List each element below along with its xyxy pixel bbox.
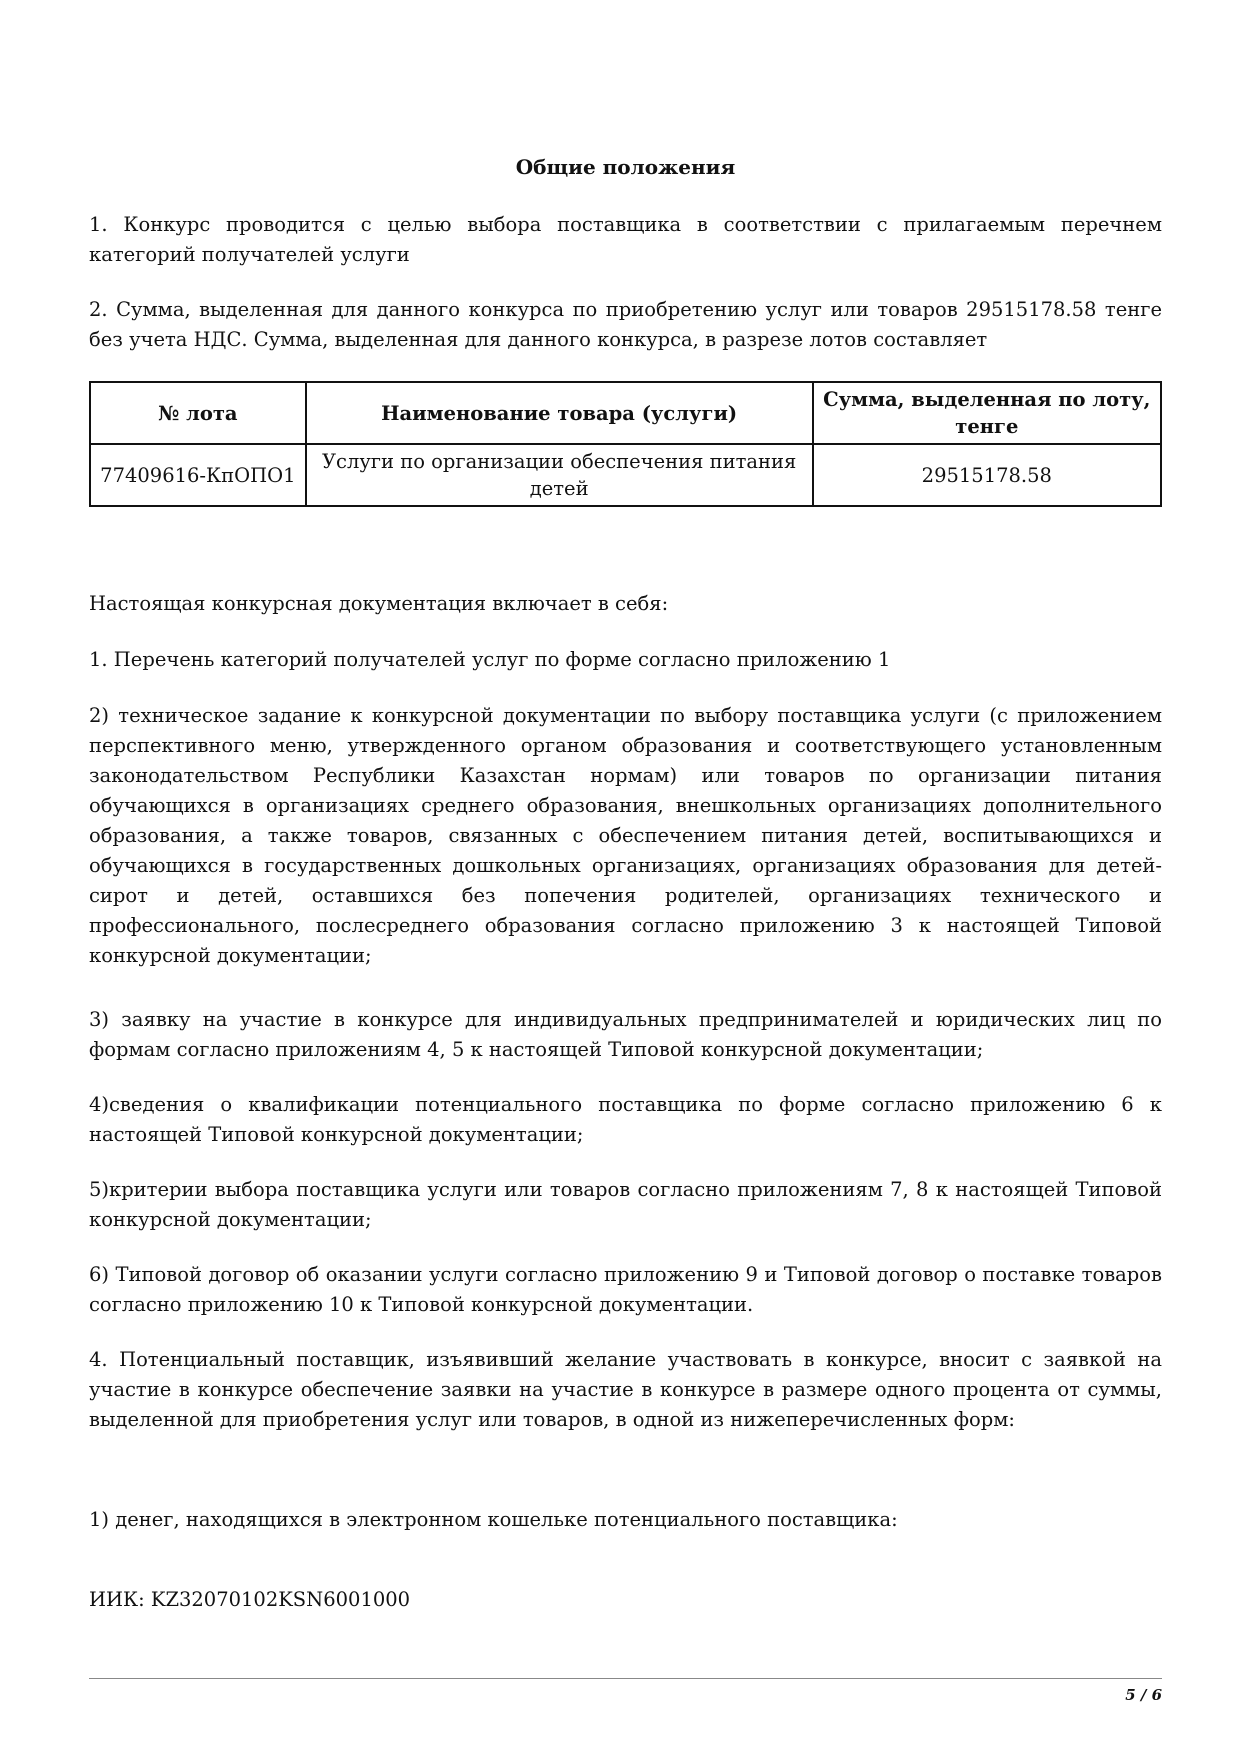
footer-divider <box>89 1678 1162 1679</box>
cell-amount: 29515178.58 <box>813 444 1161 506</box>
header-item-name: Наименование товара (услуги) <box>306 382 813 444</box>
paragraph-1: 1. Конкурс проводится с целью выбора поставщика в соответствии с прилагаемым перечнем категорий получателей услуги <box>89 213 1162 266</box>
documentation-intro: Настоящая конкурсная документация включает в себя: <box>89 592 669 615</box>
cell-lot-number: 77409616-КпОПО1 <box>90 444 306 506</box>
cell-item-name: Услуги по организации обеспечения питания детей <box>306 444 813 506</box>
lots-table <box>89 381 1162 507</box>
header-lot-number: № лота <box>90 382 306 444</box>
iik-account: ИИК: KZ32070102KSN6001000 <box>89 1588 411 1611</box>
list-item-6: 6) Типовой договор об оказании услуги согласно приложению 9 и Типовой договор о поставке товаров согласно приложению 10 к Типовой конкурсной документации. <box>89 1263 1162 1316</box>
table-row <box>90 444 1161 506</box>
paragraph-2: 2. Сумма, выделенная для данного конкурса по приобретению услуг или товаров 29515178.58 тенге без учета НДС. Сумма, выделенная для данного конкурса, в разрезе лотов составляет <box>89 298 1162 351</box>
section-title: Общие положения <box>515 155 736 179</box>
table-header-row <box>90 382 1161 444</box>
header-amount: Сумма, выделенная по лоту, тенге <box>813 382 1161 444</box>
list-item-5: 5)критерии выбора поставщика услуги или товаров согласно приложениям 7, 8 к настоящей Типовой конкурсной документации; <box>89 1178 1162 1231</box>
list-item-4: 4)сведения о квалификации потенциального поставщика по форме согласно приложению 6 к настоящей Типовой конкурсной документации; <box>89 1093 1162 1146</box>
list-item-3: 3) заявку на участие в конкурсе для индивидуальных предпринимателей и юридических лиц по формам согласно приложениям 4, 5 к настоящей Типовой конкурсной документации; <box>89 1008 1162 1061</box>
page-number: 5 / 6 <box>1125 1686 1162 1704</box>
paragraph-4: 4. Потенциальный поставщик, изъявивший желание участвовать в конкурсе, вносит с заявкой на участие в конкурсе обеспечение заявки на участие в конкурсе в размере одного процента от суммы, выделенной для приобретения услуг или товаров, в одной из нижеперечисленных форм: <box>89 1348 1162 1431</box>
list-item-2: 2) техническое задание к конкурсной документации по выбору поставщика услуги (с приложением перспективного меню, утвержденного органом образования и соответствующего установленным законодательством Республики Казахстан нормам) или товаров по организации питания обучающихся в организациях среднего образования, внешкольных организациях дополнительного образования, а также товаров, связанных с обеспечением питания детей, воспитывающихся и обучающихся в государственных дошкольных организациях, организациях образования для детей-сирот и детей, оставшихся без попечения родителей, организациях технического и профессионального, послесреднего образования согласно приложению 3 к настоящей Типовой конкурсной документации; <box>89 704 1162 967</box>
form-item-1: 1) денег, находящихся в электронном кошельке потенциального поставщика: <box>89 1508 898 1531</box>
list-item-1: 1. Перечень категорий получателей услуг по форме согласно приложению 1 <box>89 648 891 671</box>
